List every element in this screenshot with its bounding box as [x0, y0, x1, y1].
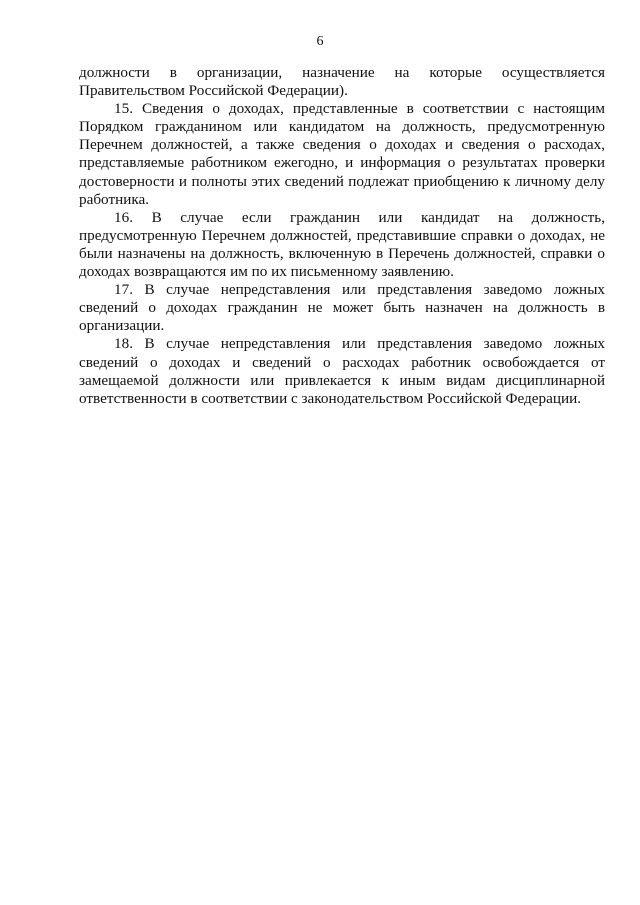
- paragraph-15: 15. Сведения о доходах, представленные в соответствии с настоящим Порядком гражданином или кандидатом на должность, предусмотренную Перечнем должностей, а также сведения о доходах и сведения о расходах, представляемые работником ежегодно, и информация о результатах проверки достоверности и полноты этих сведений подлежат приобщению к личному делу работника.: [79, 100, 605, 208]
- page-number: 6: [316, 34, 324, 49]
- document-body: [79, 64, 605, 408]
- paragraph-18: 18. В случае непредставления или представления заведомо ложных сведений о доходах и сведений о расходах работник освобождается от замещаемой должности или привлекается к иным видам дисциплинарной ответственности в соответствии с законодательством Российской Федерации.: [79, 335, 605, 407]
- paragraph-16: 16. В случае если гражданин или кандидат на должность, предусмотренную Перечнем должностей, представившие справки о доходах, не были назначены на должность, включенную в Перечень должностей, справки о доходах возвращаются им по их письменному заявлению.: [79, 208, 605, 281]
- paragraph-17: 17. В случае непредставления или представления заведомо ложных сведений о доходах гражданин не может быть назначен на должность в организации.: [79, 281, 605, 335]
- paragraph-continuation: должности в организации, назначение на которые осуществляется Правительством Российской Федерации).: [79, 64, 605, 100]
